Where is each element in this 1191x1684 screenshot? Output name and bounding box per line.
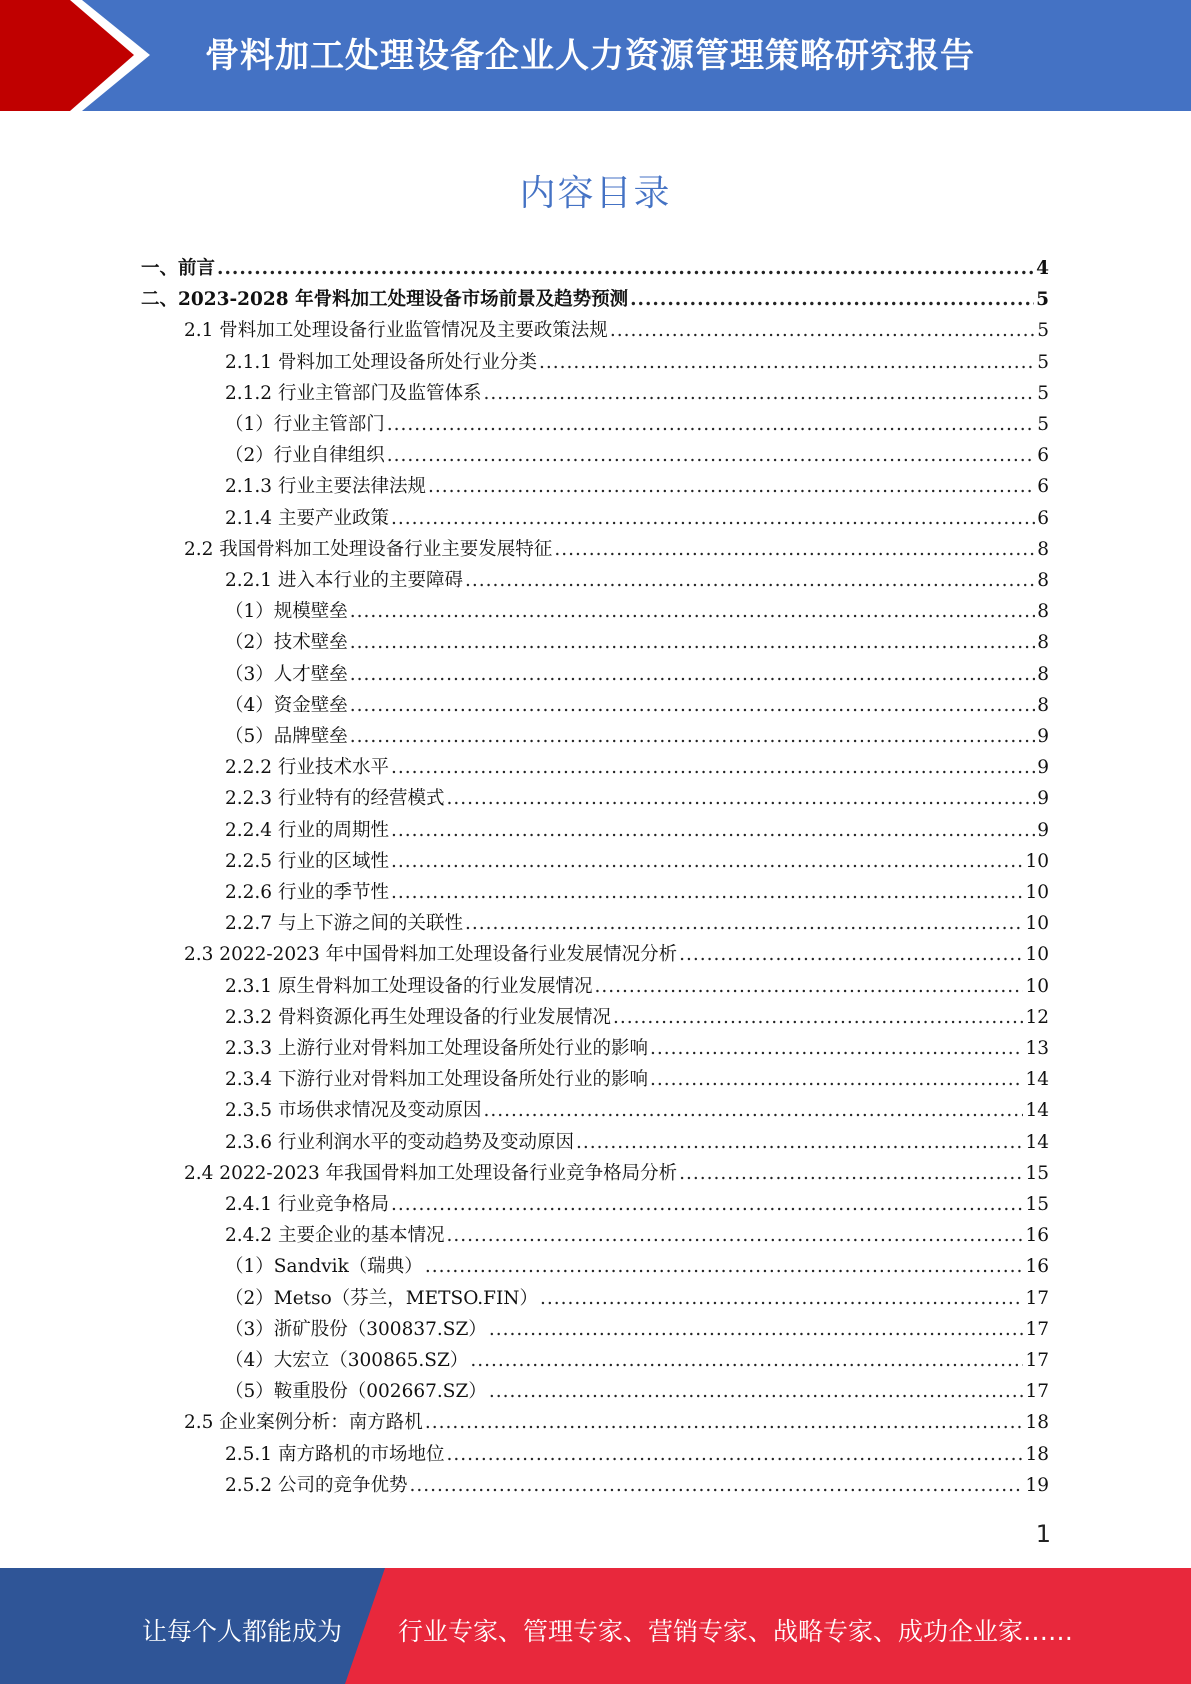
toc-entry-label: 2.2.4 行业的周期性 (225, 819, 389, 841)
toc-entry-page: 18 (1025, 1412, 1049, 1434)
toc-entry-label: 2.1.2 行业主管部门及监管体系 (225, 382, 482, 404)
toc-entry-page: 15 (1025, 1162, 1049, 1184)
toc-entry-page: 10 (1025, 850, 1049, 872)
toc-entry[interactable] (225, 691, 1049, 721)
toc-entry-label: （4）大宏立（300865.SZ） (225, 1350, 469, 1371)
toc-entry-label: （4）资金壁垒 (225, 694, 348, 716)
toc-leader-dots (470, 1346, 1023, 1376)
toc-entry-page: 6 (1037, 507, 1049, 529)
toc-entry-page: 5 (1037, 414, 1049, 435)
toc-entry[interactable] (225, 504, 1049, 534)
toc-leader-dots (630, 285, 1034, 315)
toc-entry-label: （3）人才壁垒 (225, 663, 348, 685)
toc-entry[interactable] (225, 1252, 1049, 1282)
report-title: 骨料加工处理设备企业人力资源管理策略研究报告 (205, 36, 975, 76)
toc-leader-dots (387, 441, 1035, 471)
toc-entry-page: 8 (1037, 538, 1049, 560)
toc-leader-dots (679, 1159, 1023, 1189)
toc-entry-page: 8 (1037, 570, 1049, 591)
page-number: 1 (1035, 1520, 1051, 1548)
toc-entry-page: 6 (1037, 476, 1049, 498)
toc-entry-label: 2.1 骨料加工处理设备行业监管情况及主要政策法规 (184, 320, 608, 342)
toc-leader-dots (391, 1190, 1023, 1220)
toc-entry[interactable] (225, 753, 1049, 783)
toc-entry[interactable] (225, 379, 1049, 409)
toc-entry[interactable] (225, 1065, 1049, 1095)
toc-leader-dots (613, 1003, 1023, 1033)
toc-entry-page: 8 (1037, 694, 1049, 716)
toc-entry-page: 8 (1037, 632, 1049, 654)
toc-leader-dots (350, 597, 1035, 627)
toc-entry-label: 2.3.4 下游行业对骨料加工处理设备所处行业的影响 (225, 1069, 648, 1091)
toc-entry-page: 4 (1036, 258, 1049, 279)
toc-entry-page: 17 (1025, 1381, 1049, 1403)
toc-entry-label: （2）Metso（芬兰，METSO.FIN） (225, 1287, 538, 1309)
toc-entry[interactable] (184, 940, 1049, 970)
toc-entry-label: （3）浙矿股份（300837.SZ） (225, 1318, 487, 1340)
toc-leader-dots (554, 535, 1035, 565)
toc-leader-dots (428, 472, 1035, 502)
toc-entry-label: 一、前言 (141, 258, 216, 279)
toc-entry-label: 2.4 2022-2023 年我国骨料加工处理设备行业竞争格局分析 (184, 1162, 678, 1184)
header-banner (0, 0, 1191, 111)
toc-entry-page: 15 (1025, 1194, 1049, 1215)
toc-entry-label: 2.3 2022-2023 年中国骨料加工处理设备行业发展情况分析 (184, 944, 678, 966)
toc-entry-label: 2.3.6 行业利润水平的变动趋势及变动原因 (225, 1131, 574, 1153)
toc-leader-dots (489, 1315, 1024, 1345)
toc-entry-page: 5 (1037, 382, 1049, 404)
toc-entry[interactable] (141, 285, 1049, 315)
toc-leader-dots (425, 1408, 1024, 1438)
toc-entry-label: 2.3.3 上游行业对骨料加工处理设备所处行业的影响 (225, 1038, 648, 1059)
toc-entry-label: 2.2.5 行业的区域性 (225, 850, 389, 872)
toc-leader-dots (217, 254, 1034, 284)
toc-leader-dots (465, 909, 1023, 939)
toc-leader-dots (350, 722, 1035, 752)
toc-entry[interactable] (225, 441, 1049, 471)
toc-entry-label: （1）规模壁垒 (225, 601, 348, 623)
toc-leader-dots (483, 379, 1035, 409)
toc-entry[interactable] (225, 472, 1049, 502)
toc-leader-dots (391, 504, 1035, 534)
toc-entry-label: 2.2.6 行业的季节性 (225, 882, 389, 903)
toc-entry-page: 10 (1025, 975, 1049, 997)
toc-leader-dots (391, 878, 1023, 908)
toc-entry[interactable] (225, 1034, 1049, 1064)
toc-entry[interactable] (225, 1190, 1049, 1220)
toc-entry-label: （1）Sandvik（瑞典） (225, 1256, 423, 1278)
toc-entry-page: 17 (1025, 1287, 1049, 1309)
toc-leader-dots (679, 940, 1023, 970)
toc-entry-page: 17 (1025, 1350, 1049, 1371)
toc-leader-dots (425, 1252, 1024, 1282)
toc-leader-dots (610, 316, 1035, 346)
toc-entry[interactable] (225, 1003, 1049, 1033)
toc-entry-label: 二、2023-2028 年骨料加工处理设备市场前景及趋势预测 (141, 289, 629, 311)
toc-leader-dots (409, 1471, 1023, 1501)
toc-leader-dots (350, 691, 1035, 721)
toc-entry[interactable] (225, 1440, 1049, 1470)
toc-entry-page: 9 (1037, 819, 1049, 841)
toc-entry[interactable] (225, 1346, 1049, 1376)
toc-leader-dots (465, 566, 1035, 596)
toc-entry[interactable] (225, 410, 1049, 440)
toc-entry-page: 5 (1036, 289, 1049, 311)
toc-entry-page: 8 (1037, 601, 1049, 623)
toc-leader-dots (446, 1440, 1023, 1470)
toc-leader-dots (350, 660, 1035, 690)
toc-entry-page: 10 (1025, 913, 1049, 935)
toc-entry-label: （2）技术壁垒 (225, 632, 348, 654)
toc-entry[interactable] (225, 1471, 1049, 1501)
toc-entry-page: 17 (1025, 1318, 1049, 1340)
toc-leader-dots (446, 784, 1035, 814)
toc-entry[interactable] (225, 1128, 1049, 1158)
footer-slogan-left: 让每个人都能成为 (142, 1617, 343, 1646)
toc-entry-label: 2.2.1 进入本行业的主要障碍 (225, 570, 463, 591)
toc-leader-dots (594, 972, 1023, 1002)
toc-entry-label: 2.2 我国骨料加工处理设备行业主要发展特征 (184, 538, 553, 560)
toc-leader-dots (539, 348, 1035, 378)
toc-leader-dots (387, 410, 1035, 440)
toc-entry-label: 2.4.2 主要企业的基本情况 (225, 1225, 445, 1247)
footer-banner (0, 1568, 1191, 1684)
toc-entry-page: 10 (1025, 944, 1049, 966)
toc-entry[interactable] (225, 597, 1049, 627)
toc-leader-dots (391, 816, 1035, 846)
toc-entry-page: 19 (1025, 1474, 1049, 1496)
toc-entry-page: 10 (1025, 882, 1049, 903)
toc-entry-label: 2.5.1 南方路机的市场地位 (225, 1443, 445, 1465)
footer-slogan-right: 行业专家、管理专家、营销专家、战略专家、成功企业家…… (398, 1617, 1074, 1646)
toc-entry[interactable] (225, 1284, 1049, 1314)
toc-entry-label: （5）鞍重股份（002667.SZ） (225, 1381, 487, 1403)
toc-entry-label: （1）行业主管部门 (225, 414, 385, 435)
toc-entry[interactable] (184, 316, 1049, 346)
toc-entry[interactable] (225, 847, 1049, 877)
toc-entry-page: 9 (1037, 757, 1049, 779)
toc-entry-label: 2.1.1 骨料加工处理设备所处行业分类 (225, 351, 537, 373)
toc-heading: 内容目录 (519, 173, 672, 214)
toc-entry-label: 2.2.2 行业技术水平 (225, 757, 389, 779)
toc-entry[interactable] (225, 722, 1049, 752)
toc-entry[interactable] (225, 1096, 1049, 1126)
toc-entry-page: 5 (1037, 351, 1049, 373)
toc-entry-label: 2.5.2 公司的竞争优势 (225, 1474, 408, 1496)
toc-entry-page: 13 (1025, 1038, 1049, 1059)
toc-entry[interactable] (225, 1315, 1049, 1345)
toc-entry-page: 9 (1037, 788, 1049, 810)
toc-entry-page: 8 (1037, 663, 1049, 685)
toc-entry-page: 9 (1037, 726, 1049, 747)
toc-entry-label: 2.3.1 原生骨料加工处理设备的行业发展情况 (225, 975, 593, 997)
toc-entry-label: （5）品牌壁垒 (225, 726, 348, 747)
toc-leader-dots (489, 1377, 1024, 1407)
toc-entry[interactable] (225, 628, 1049, 658)
toc-entry-label: 2.2.7 与上下游之间的关联性 (225, 913, 463, 935)
toc-entry[interactable] (141, 254, 1049, 284)
toc-leader-dots (650, 1034, 1023, 1064)
toc-entry[interactable] (225, 660, 1049, 690)
toc-entry-page: 16 (1025, 1256, 1049, 1278)
toc-entry-label: 2.5 企业案例分析：南方路机 (184, 1412, 423, 1434)
toc-entry[interactable] (225, 348, 1049, 378)
toc-entry-page: 14 (1025, 1069, 1049, 1091)
toc-entry-label: 2.3.5 市场供求情况及变动原因 (225, 1100, 482, 1122)
toc-entry-label: 2.2.3 行业特有的经营模式 (225, 788, 445, 810)
toc-entry[interactable] (225, 784, 1049, 814)
toc-entry-page: 16 (1025, 1225, 1049, 1247)
toc-entry-page: 14 (1025, 1131, 1049, 1153)
toc-leader-dots (446, 1221, 1023, 1251)
toc-entry[interactable] (225, 566, 1049, 596)
toc-entry[interactable] (225, 878, 1049, 908)
toc-leader-dots (576, 1128, 1023, 1158)
toc-entry[interactable] (225, 1221, 1049, 1251)
toc-entry-label: 2.1.3 行业主要法律法规 (225, 476, 426, 498)
toc-leader-dots (650, 1065, 1023, 1095)
toc-entry-label: （2）行业自律组织 (225, 445, 385, 467)
toc-leader-dots (350, 628, 1035, 658)
toc-entry-page: 5 (1037, 320, 1049, 342)
toc-leader-dots (540, 1284, 1023, 1314)
toc-leader-dots (391, 847, 1023, 877)
toc-entry-page: 6 (1037, 445, 1049, 467)
toc-entry[interactable] (225, 1377, 1049, 1407)
toc-leader-dots (483, 1096, 1023, 1126)
toc-entry-label: 2.4.1 行业竞争格局 (225, 1194, 389, 1215)
toc-entry-label: 2.1.4 主要产业政策 (225, 507, 389, 529)
toc-entry[interactable] (184, 1408, 1049, 1438)
toc-entry-page: 12 (1025, 1006, 1049, 1028)
toc-entry[interactable] (225, 909, 1049, 939)
toc-leader-dots (391, 753, 1035, 783)
toc-entry[interactable] (225, 972, 1049, 1002)
toc-entry[interactable] (225, 816, 1049, 846)
toc-entry[interactable] (184, 1159, 1049, 1189)
toc-entry-page: 14 (1025, 1100, 1049, 1122)
toc-entry-label: 2.3.2 骨料资源化再生处理设备的行业发展情况 (225, 1006, 611, 1028)
header-arrow-decoration (0, 0, 150, 111)
toc-entry[interactable] (184, 535, 1049, 565)
toc-entry-page: 18 (1025, 1443, 1049, 1465)
